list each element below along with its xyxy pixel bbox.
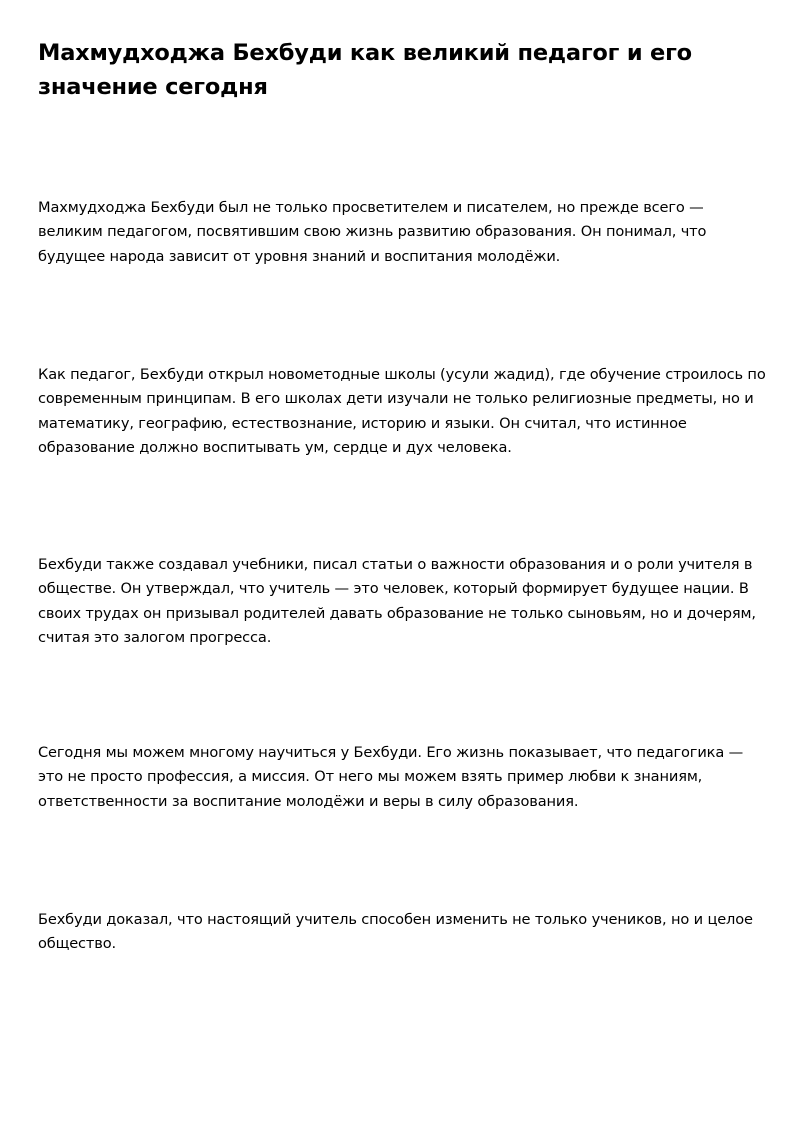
paragraph-textbooks: Бехбуди также создавал учебники, писал статьи о важности образования и о роли учителя в обществе. Он утверждал, что учитель — это человек, который формирует будущее нации. В своих трудах он призывал родителей давать образование не только сыновьям, но и дочерям, считая это залогом прогресса. bbox=[38, 556, 756, 646]
document-header bbox=[38, 36, 768, 104]
paragraph-today: Сегодня мы можем многому научиться у Бехбуди. Его жизнь показывает, что педагогика — это не просто профессия, а миссия. От него мы можем взять пример любви к знаниям, ответственности за воспитание молодёжи и веры в силу образования. bbox=[38, 744, 744, 810]
paragraph-conclusion: Бехбуди доказал, что настоящий учитель способен изменить не только учеников, но и целое общество. bbox=[38, 911, 753, 953]
paragraph-schools: Как педагог, Бехбуди открыл новометодные школы (усули жадид), где обучение строилось по современным принципам. В его школах дети изучали не только религиозные предметы, но и математику, географию, естествознание, историю и языки. Он считал, что истинное образование должно воспитывать ум, сердце и дух человека. bbox=[38, 366, 766, 456]
paragraph-intro: Махмудходжа Бехбуди был не только просветителем и писателем, но прежде всего — великим педагогом, посвятившим свою жизнь развитию образования. Он понимал, что будущее народа зависит от уровня знаний и воспитания молодёжи. bbox=[38, 199, 707, 265]
page-title: Махмудходжа Бехбуди как великий педагог и его значение сегодня bbox=[38, 40, 692, 100]
